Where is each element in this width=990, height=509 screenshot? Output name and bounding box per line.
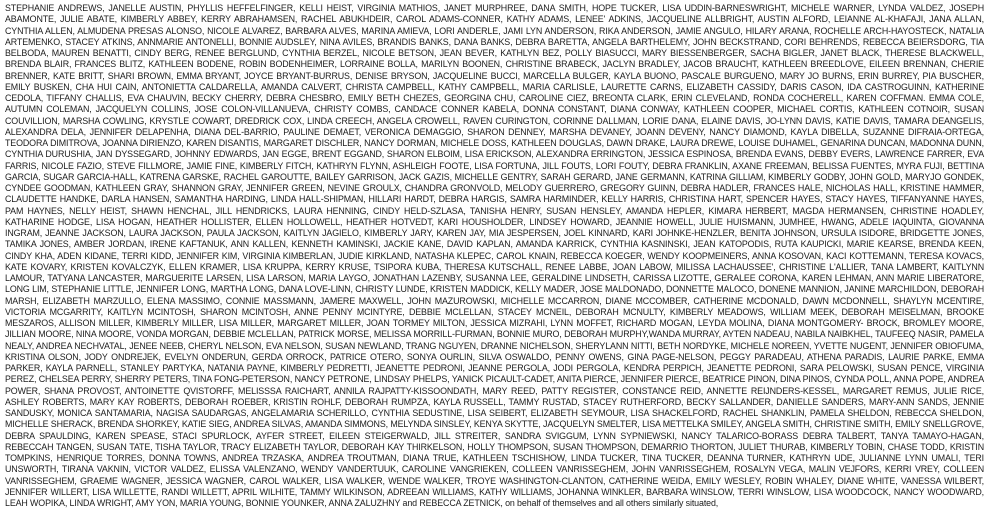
plaintiff-names: STEPHANIE ANDREWS, JANELLE AUSTIN, PHYLLIS HEFFELFINGER, KELLI HEIST, VIRGINIA MATHIOS, JANET MURPHREE, DANA SMITH, HOPE TUCKER, LISA UDDIN-BARNESWRIGHT, MICHELE WARNER, LYNDA VALDEZ, JOSEPH ABAMONTE, JULIE ABATE, KIMBERLY ABBEY, KERRY ABRAHAMSEN, RACHEL ABUKHDEIR, CAROL ADAMS-CONNER, KATHY ADAMS, LENEE' ADKINS, JACQUELINE ALLBRIGHT, AUSTIN ALFORD, LEIANNE AL-KHAFAJI, JANA ALLAN, CYNTHIA ALLEN, ALMUDENA PRESAS ALONSO, NICOLE ALVAREZ, BARBARA ALVES, MARINA AMIEVA, LORI ANDERLE, JAMI LYN ANDERSON, RIKA ANDERSON, JAMIE ANGULO, HILARY ARANA, ROCHELLE ARCH-HAYOSTECK, NATALIA ARTEMENKO, STACEY ATKINS, ANNMARIE ANTONELLI, BONNIE AUDSLEY, NINA AVILES, BRANDIS BANKS, DANA BANKS, DEBRA BARETTA, ANGELA BARTHELEMY, JOHN BECKSTRAND, CORI BEHRENDS, REBECCA BEIERSDORG, TIA BELBODA, MAUREN BENATTI, CINDY BERG, RENEE BERGLUND, CYNTHIA BERZEL, NICOLE BETSON, JEAN BEVER, KATHLYN BEZ, POLLY BIASUCCI, MARY BIESSENBERGER, SACHA BIGLER, JANET BLACK, THERESE BLACKWELL, BRENDA BLAIR, FRANCES BLITZ, KATHLEEN BODENE, ROBIN BODENHEIMER, LORRAINE BOLLA, MARILYN BOONEN, CHRISTINE BRABECK, JACLYN BRADLEY, JACOB BRAUCHT, KATHLEEN BREEDLOVE, EILEEN BRENNAN, CHERIE BRENNER, KATE BRITT, SHARI BROWN, EMMA BRYANT, JOYCE BRYANT-BURRUS, DENISE BRYSON, JACQUELINE BUCCI, MARCELLA BULGER, KAYLA BUONO, PASCALE BURGUENO, MARY JO BURNS, ERIN BURREY, PIA BUSCHER, EMILY BUSKEN, CHA HUI CAIN, ANTONIETTA CALDARELLA, AMANDA CALVERT, CHRISTA CAMPBELL, KATHY CAMPBELL, MARIA CARLISLE, LAURETTE CARNS, ELIZABETH CASSIDY, DARIS CASON, IDA CASTROGUINN, KATHERINE CEDOLA, TIFFANY CHALLIS, EVA CHAUVIN, BECKY CHERRY, DEBRA CHESBRO, EMILY BETH CHEZES, GEORGINA CHU, CAROLINE CIEZ, BREONTA CLARK, ERIN CLEVELAND, RONDA COCHERELL, KAREN COFFMAN. EMMA COLE, AUTUMN COLEMAN, JACQUELYN COLLINS, JOSE COLON-VILLANUEVA, CHRISTY COMBS, CANDACE CONNER KABELA, DONNA CONSTANT, DIANA CONWAY, KATHLEEN COOPER, MICHAEL CORTIS, KATHLEEN COTNOIR, SUSAN COUVILLION, MARSHA COWLING, KRYSTLE COWART, DREDRICK COX, LINDA CREECH, ANGELA CROWELL, RAVEN CURINGTON, CORINNE DALLMAN, LORIE DANA, ELAINE DAVIS, JO-LYNN DAVIS, KATIE DAVIS, TAMARA DEANGELIS, ALEXANDRA DELA, JENNIFER DELAPENHA, DIANA DEL-BARRIO, PAULINE DEMAET, VERONICA DEMAGGIO, SHARON DENNEY, MARSHA DEVANEY, JOANN DEVENY, NANCY DIAMOND, KAYLA DIBELLA, SUZANNE DIFRAIA-ORTEGA, TEODORA DIMITROVA, JOANNA DIRIENZO, KAREN DISANTIS, MARGARET DISCHLER, NANCY DORMAN, MICHELE DOSS, KATHLEEN DOUGLAS, DAWN DRAKE, LAURA DREWE, LOUISE DUHAMEL, GENARINA DUNCAN, MADONNA DUNN, CYNTHIA DURUSHIA, JAN DYSSEGARD, JOHNNY EDWARDS, JAN EGGE, BRENT EGGAND, SHARON ELBOIM, LISA ERICKSON, ALEXANDRA ERRINGTON, JESSICA ESPINOSA, BRENDA EVANS, DEBBY EVERS, LAWRENCE FARRER, EVA FARRIS, NICOLE FAZIO, STEVE FILLMORE, JAMIE FINE, KIMBERLY FITCH, KATHRYN FLYNN, ASHLEIGH FOOTE, LISA FORTUNA, JILL FOUTS, LORI FOUTY, DEBRA FRANKLIN, AXANE FREEMAN, BELISSA FUENTES, MYRA FUJI, BETTINA GARCIA, SUGAR GARCIA-HALL, KATRENA GARSKE, RACHEL GAROUTTE, BAILEY GARRISON, JACK GAZIS, MICHELLE GENTRY, SARAH GERARD, JANE GERMANN, KATRINA GILLIAM, KIMBERLY GODBY, JOHN GOLD, MARYJO GONDEK, CYNDEE GOODMAN, KATHLEEN GRAY, SHANNON GRAY, JENNIFER GREEN, NEVINE GROULX, CHANDRA GRONVOLD, MELODY GUERRERO, GREGORY GUINN, DEBRA HADLER, FRANCES HALE, NICHOLAS HALL, KRISTINE HAMMER, CLAUDETTE HANDKE, DARLA HANSEN, SAMANTHA HARDING, LINDA HALL-SHIPMAN, HILLARI HARDT, DEBRA HARGIS, SAMRA HARMINDER, KELLY HARRIS, CHRISTINA HART, SPENCER HAYES, STACY HAYES, TIFFANYANNE HAYES, PAM HAYNES, NELLY HEIST, SHAWN HENCHAL, JILL HENDRICKS, LAURA HENNING, CINDY HELD-SZLASA, TANISHA HENRY, SUSAN HENSLEY, AMANDA HEPLER, KIMARA HERBERT, MAGDA HERMANSEN, CHRISTINE HOADLEY, KATHARINE HODGE, LISA HOGAN, HEATHER HOLLISTER, ELLEN HOLLOWELL, HEATHER HOTVEDT, KARI HOUSHOLDER, LINDSEY HOWARD, JEANNIE HOWELL, JULIE HUISMANN, JUMHEE, HWANG, ADELE IAQUINTA, GIOVANNA INGRAM, JEANNE JACKSON, LAURA JACKSON, PAULA JACKSON, KAITLYN JAGIELO, KIMBERLY JARY, KAREN JAY, MIA JESPERSEN, JOEL KINNARD, KARI JOHNKE-HENZLER, BENITA JOHNSON, URSULA ISIDORE, BRIDGETTE JONES, TAMIKA JONES, AMBER JORDAN, IRENE KAFTANUK, ANN KALLEN, KENNETH KAMINSKI, JACKIE KANE, DAVID KAPLAN, AMANDA KARRICK, CYNTHIA KASNINSKI, JEAN KATOPODIS, RUTA KAUPICKI, MARIE KEARSE, BRENDA KEEN, CINDY KHA, ADEN KIDANE, TERRI KIDD, JENNIFER KIM, VIRGINIA KIMBERLAN, JUDIE KIRKLAND, NATASHA KLEPEC, CAROL KNAIN, REBECCA KOEGER, WENDY KOOPMEINERS, ANNA KOSOVAN, KACI KOTTEMANN, TERESA KOVACS, KATE KOVARY, KRISTEN KOVALCZYK, ELLEN KRAMER, LISA KRUPPA, KERRY KRUSE, TSIPORA KUBA, THERESA KUTSCHALL, RENEE LABBE, JOAN LABOW, MILISSA LACHAUSSEE', CHRISTINE L'ALLIER, TANA LAMBERT, KAITLYNN LAMOUR, TATYANA LANCASTER, MARGUERITE LARSEN, LISA LARSON, MARIA LAYGO, JONATHAN LAZENBY, SUSANNA LEE, GERALDINE LINDSETH, CARISSA LIZOTTE, GERALEE CORONA, KAREN LEHMAN, ANN MARIE LIBERATORE, LONG LIM, STEPHANIE LITTLE, JENNIFER LONG, MARTHA LONG, DANA LOVE-LINN, CHRISTY LUNDE, KRISTEN MADDICK, KELLY MADER, JOSE MALDONADO, DONNETTE MALOCO, DONENE MANNION, JANINE MARCHILDON, DEBORAH MARSH, ELIZABETH MARZULLO, ELENA MASSIMO, CONNIE MASSMANN, JAMERE MAXWELL, JOHN MAZUROWSKI, MICHELLE MCCARRON, DIANE MCCOMBER, CATHERINE MCDONALD, DAWN MCDONNELL, SHAYLYN MCENTIRE, VICTORIA MCGARRITY, KAITLYN MCINTOSH, SHARON MCINTOSH, ANNE PENNY MCINTYRE, DEBBIE MCLELLAN, STACEY MCNEIL, DEBORAH MCNULTY, KIMBERLY MEADOWS, WILLIAM MEEK, DEBORAH MEISELMAN, BROOKE MESZAROS, ALLISON MILLER, KIMBERLY MILLER, LISA MILLER, MARGARET MILLER, JOAN TORMEY MILTON, JESSICA MIZRAHI, LYNN MOFFET, RICHARD MOGAN, LEYDA MOLINA, DIANA MONTGOMERY- BROCK, BROMLEY MOORE, JILLIAN MOORE, NINA MOORE, VONDA MORGAN, DEBBIE MCLELLAN, PATRICK MORSE, MELISSA MORRILL-FURMAN, BONNIE MURO, DEBORAH MURPHY,WANDA MURRAY, AYTEN NADEAU, NABILA NAIBKHEL, TAUFEEQ NASIR, PAMELA NEALY, ANDREA NECHVATAL, JENEE NEEB, CHERYL NELSON, EVA NELSON, SUSAN NEWLAND, TRANG NGUYEN, DRANNE NICHELSON, SHERYLANN NITTI, BETH NORDYKE, MICHELE NOREEN, YVETTE NUGENT, JENNIFER OBIOFUMA, KRISTINA OLSON, JODY ONDREJEK, EVELYN ONDERUN, GERDA ORROCK, PATRICE OTERO, SONYA OURLIN, SILVA OSWALDO, PENNY OWENS, GINA PAGE-NELSON, PEGGY PARADEAU, ATHENA PARADIS, LAURIE PARKE, EMMA PARKER, KAYLA PARNELL, STANLEY PARTYKA, NATANIA PAYNE, KIMBERLY PEDRETTI, JEANETTE PEDRONI, JEANNE PERGOLA, JODI PERGOLA, KENDRA PERPICH, JEANETTE PEDRONI, SARA PELOWSKI, SUSAN PENCE, VIRGINIA PEREZ, CHELSEA PERRY, SHERRY PETERS, TINA FONG-PETERSON, NANCY PETRONE, LINDSAY PHELPS, YANICK PICAULT-CADET, ANITA PIERCE, JENNIFER PIERCE, BEATRICE PINON, DINA PINOS, CYNDA POLL, ANNA POPE, ANDREA POWER, SHANA PROVOST, ANTOINETTE QVISTORFF, MELISSSA RAICHART, ANNILA RAJPATTY-KISSOONDATH, MARY REED, PATTY REGISTER, CONSTANCE REID, ANNETTE REIJNDERS-KESSEL, MARGARET REMUS, JULIE RICE, ASHLEY ROBERTS, MARY KAY ROBERTS, DEBORAH ROEBER, KRISTIN ROHLF, DEBORAH RUMPZA, KAYLA RUSSELL, TAMMY RUSTAD, STACEY RUTHERFORD, BECKY SALLANDER, DANIELLE SANDERS, MARY-ANN SANDS, JENNIE SANDUSKY, MONICA SANTAMARIA, NAGISA SAUDARGAS, ANGELAMARIA SCHERILLO, CYNTHIA SEDUSTINE, LISA SEIBERT, ELIZABETH SEYMOUR, LISA SHACKELFORD, RACHEL SHANKLIN, PAMELA SHELDON, REBECCA SHELDON, MICHELLE SHERACK, BRENDA SHORKEY, KATIE SIEG, ANDREA SILVAS, AMANDA SIMMONS, MELYNDA SINSLEY, KENYA SKYTTE, JACQUELYN SMELTER, LISA METTELKA SMILEY, ANGELA SMITH, CHRISTINE SMITH, EMILY SNELLGROVE, DEBRA SPAULDING, KAREN SPEASE, STACI SPURLOCK, AYFER STREET, EILEEN STEIGERWALD, JILL STREITER, SANDRA SVIGGUM, LYNN SYPNIEWSKI, NANCY TALARICO-BORASS DEBRA TALBERT, TANYA TAMAYO-HAGAN, REBECCAH TANGEN, SUSAN TATE, TISHA TAYLOR, TRACY ELIZABETH TAYLOR, DEBORAH KAY THIRKELSON, HOLLY THOMPSON, SUSAN THOMPSON, DEMARRIO THORTON, JULIET THURAB, KIMBERLY TOBIN, CHASE TODD, KRISTIN TOMPKINS, HENRIQUE TORRES, DONNA TOWNS, ANDREA TRZASKA, ANDREA TROUTMAN, DIANA TRUE, KATHLEEN TSCHISHOW, LINDA TUCKER, TINA TUCKER, DEANNA TURNER, KATHRYN UDE, JULIANNE LYNN UMALI, TERI UNSWORTH, TIRANA VAKNIN, VICTOR VALDEZ, ELISSA VALENZANO, WENDY VANDERTUUK, CAROLINE VANGRIEKEN, COLLEEN VANRISSEGHEM, JOHN VANRISSEGHEM, ROSALYN VEGA, MALIN VEJFORS, KERRI VREY, COLLEEN VANRISSEGHEM, GRAEME WAGNER, JESSICA WAGNER, CAROL WALKER, LISA WALKER, WENDE WALKER, TROYE WASHINGTON-CLANTON, CATHERINE WEIDA, EMILY WESLEY, ROBIN WHALEY, DIANE WHITE, VANESSA WILBERT, JENNIFER WILLERT, LISA WILLETTE, RANDI WILLETT, APRIL WILHITE, TAMMY WILKINSON, ADREEAN WILLIAMS, KATHY WILLIAMS, JOHANNA WINKLER, BARBARA WINSLOW, TERRI WINSLOW, LISA WOODCOCK, NANCY WOODWARD, LEAH WOPIKA, LINDA WRIGHT, AMY YON, MARIA YOUNG, BONNIE YOUNKER, ANNA ZALUZHNY and REBECCA ZETNICK,: [5, 3, 984, 508]
plaintiff-names-paragraph: [5, 3, 984, 509]
representation-clause: on behalf of themselves and all others similarly situated,: [502, 498, 719, 508]
